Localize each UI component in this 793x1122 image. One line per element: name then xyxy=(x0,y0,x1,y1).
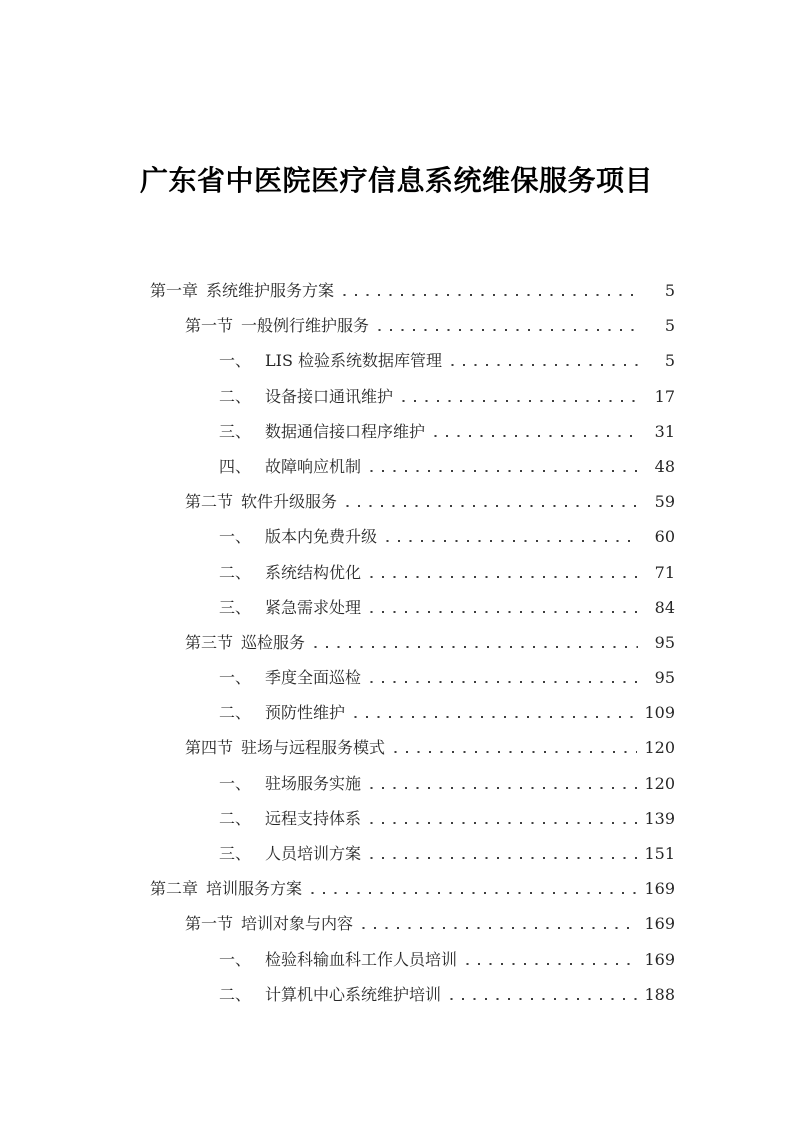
toc-entry[interactable] xyxy=(0,379,793,414)
toc-entry-title: 计算机中心系统维护培训 xyxy=(265,984,442,1004)
dot-leader xyxy=(390,730,637,765)
toc-entry-label: 四、 xyxy=(219,456,252,476)
toc-entry[interactable] xyxy=(0,449,793,484)
toc-entry-page: 31 xyxy=(654,421,675,441)
toc-entry-label: 第一节 xyxy=(185,316,234,336)
toc-entry[interactable] xyxy=(0,871,793,906)
dot-leader xyxy=(398,379,638,414)
toc-entry[interactable] xyxy=(0,836,793,871)
document-title: 广东省中医院医疗信息系统维保服务项目 xyxy=(139,164,653,197)
toc-entry-title: 季度全面巡检 xyxy=(265,668,362,688)
toc-entry-label: 二、 xyxy=(219,386,252,406)
dot-leader xyxy=(310,625,638,660)
toc-entry[interactable] xyxy=(0,308,793,343)
dot-leader xyxy=(366,660,638,695)
dot-leader xyxy=(307,871,637,906)
dot-leader xyxy=(366,766,637,801)
toc-entry[interactable] xyxy=(0,555,793,590)
toc-entry-page: 109 xyxy=(644,703,675,723)
toc-entry-label: 第一章 xyxy=(150,281,199,300)
toc-entry-page: 151 xyxy=(644,844,675,863)
toc-entry-page: 95 xyxy=(654,668,675,688)
toc-entry-label: 一、 xyxy=(219,773,252,793)
toc-entry[interactable] xyxy=(0,273,793,308)
dot-leader xyxy=(374,308,638,343)
toc-entry[interactable] xyxy=(0,519,793,554)
toc-entry-label: 第三节 xyxy=(185,632,234,652)
dot-leader xyxy=(366,590,638,625)
toc-entry[interactable] xyxy=(0,766,793,801)
toc-entry-title: 一般例行维护服务 xyxy=(241,316,370,336)
toc-entry-page: 84 xyxy=(654,597,675,617)
toc-entry-label: 二、 xyxy=(219,562,252,582)
toc-entry-title: 预防性维护 xyxy=(265,703,346,723)
dot-leader xyxy=(342,484,638,519)
toc-entry-label: 一、 xyxy=(219,351,252,371)
dot-leader xyxy=(462,942,637,977)
toc-entry[interactable] xyxy=(0,695,793,730)
toc-entry[interactable] xyxy=(0,414,793,449)
toc-entry-title: 数据通信接口程序维护 xyxy=(265,421,426,441)
toc-entry-label: 一、 xyxy=(219,527,252,547)
toc-entry[interactable] xyxy=(0,590,793,625)
toc-entry[interactable] xyxy=(0,977,793,1012)
dot-leader xyxy=(339,273,638,308)
toc-entry-title: 紧急需求处理 xyxy=(265,597,362,617)
dot-leader xyxy=(350,695,637,730)
toc-entry-label: 第四节 xyxy=(185,738,234,758)
toc-entry-page: 120 xyxy=(644,773,675,793)
toc-entry-title: 系统维护服务方案 xyxy=(206,281,335,300)
toc-entry-title: 系统结构优化 xyxy=(265,562,362,582)
toc-entry-label: 三、 xyxy=(219,597,252,617)
toc-entry-page: 188 xyxy=(644,984,675,1004)
toc-entry-title: 驻场服务实施 xyxy=(265,773,362,793)
dot-leader xyxy=(382,519,638,554)
toc-entry-title: 培训对象与内容 xyxy=(241,914,354,934)
toc-entry-page: 17 xyxy=(654,386,675,406)
dot-leader xyxy=(366,836,637,871)
toc-entry[interactable] xyxy=(0,625,793,660)
toc-entry-label: 第二节 xyxy=(185,492,234,512)
toc-entry[interactable] xyxy=(0,660,793,695)
toc-entry-page: 60 xyxy=(654,527,675,547)
toc-entry-title: 人员培训方案 xyxy=(265,844,362,863)
toc-entry-page: 5 xyxy=(664,351,675,371)
table-of-contents xyxy=(0,273,793,1012)
toc-entry-page: 169 xyxy=(644,949,675,969)
toc-entry-label: 第一节 xyxy=(185,914,234,934)
toc-entry-title: 培训服务方案 xyxy=(206,879,303,899)
dot-leader xyxy=(366,449,638,484)
dot-leader xyxy=(446,977,637,1012)
toc-entry-label: 三、 xyxy=(219,421,252,441)
toc-entry-title: LIS 检验系统数据库管理 xyxy=(265,351,443,371)
toc-entry-page: 59 xyxy=(654,492,675,512)
toc-entry-title: 巡检服务 xyxy=(241,632,306,652)
toc-entry-page: 95 xyxy=(654,632,675,652)
toc-entry[interactable] xyxy=(0,942,793,977)
dot-leader xyxy=(366,801,637,836)
toc-entry-label: 一、 xyxy=(219,949,252,969)
toc-entry-page: 169 xyxy=(644,879,675,899)
dot-leader xyxy=(358,906,637,941)
toc-entry-page: 120 xyxy=(644,738,675,758)
dot-leader xyxy=(430,414,638,449)
toc-entry-label: 二、 xyxy=(219,984,252,1004)
toc-entry-label: 一、 xyxy=(219,668,252,688)
dot-leader xyxy=(366,555,638,590)
toc-entry[interactable] xyxy=(0,343,793,378)
toc-entry-title: 软件升级服务 xyxy=(241,492,338,512)
toc-entry[interactable] xyxy=(0,801,793,836)
toc-entry-title: 远程支持体系 xyxy=(265,808,362,828)
toc-entry-label: 第二章 xyxy=(150,879,199,899)
toc-entry-title: 设备接口通讯维护 xyxy=(265,386,394,406)
toc-entry[interactable] xyxy=(0,906,793,941)
toc-entry-page: 5 xyxy=(664,316,675,336)
toc-entry-page: 169 xyxy=(644,914,675,934)
toc-entry-title: 驻场与远程服务模式 xyxy=(241,738,386,758)
toc-entry[interactable] xyxy=(0,730,793,765)
toc-entry-label: 二、 xyxy=(219,703,252,723)
toc-entry-page: 5 xyxy=(664,281,675,300)
toc-entry-page: 48 xyxy=(654,456,675,476)
toc-entry-page: 71 xyxy=(654,562,675,582)
toc-entry-page: 139 xyxy=(644,808,675,828)
toc-entry-label: 三、 xyxy=(219,844,252,863)
toc-entry-title: 检验科输血科工作人员培训 xyxy=(265,949,458,969)
toc-entry-title: 版本内免费升级 xyxy=(265,527,378,547)
toc-entry-label: 二、 xyxy=(219,808,252,828)
toc-entry[interactable] xyxy=(0,484,793,519)
toc-entry-title: 故障响应机制 xyxy=(265,456,362,476)
dot-leader xyxy=(447,343,638,378)
